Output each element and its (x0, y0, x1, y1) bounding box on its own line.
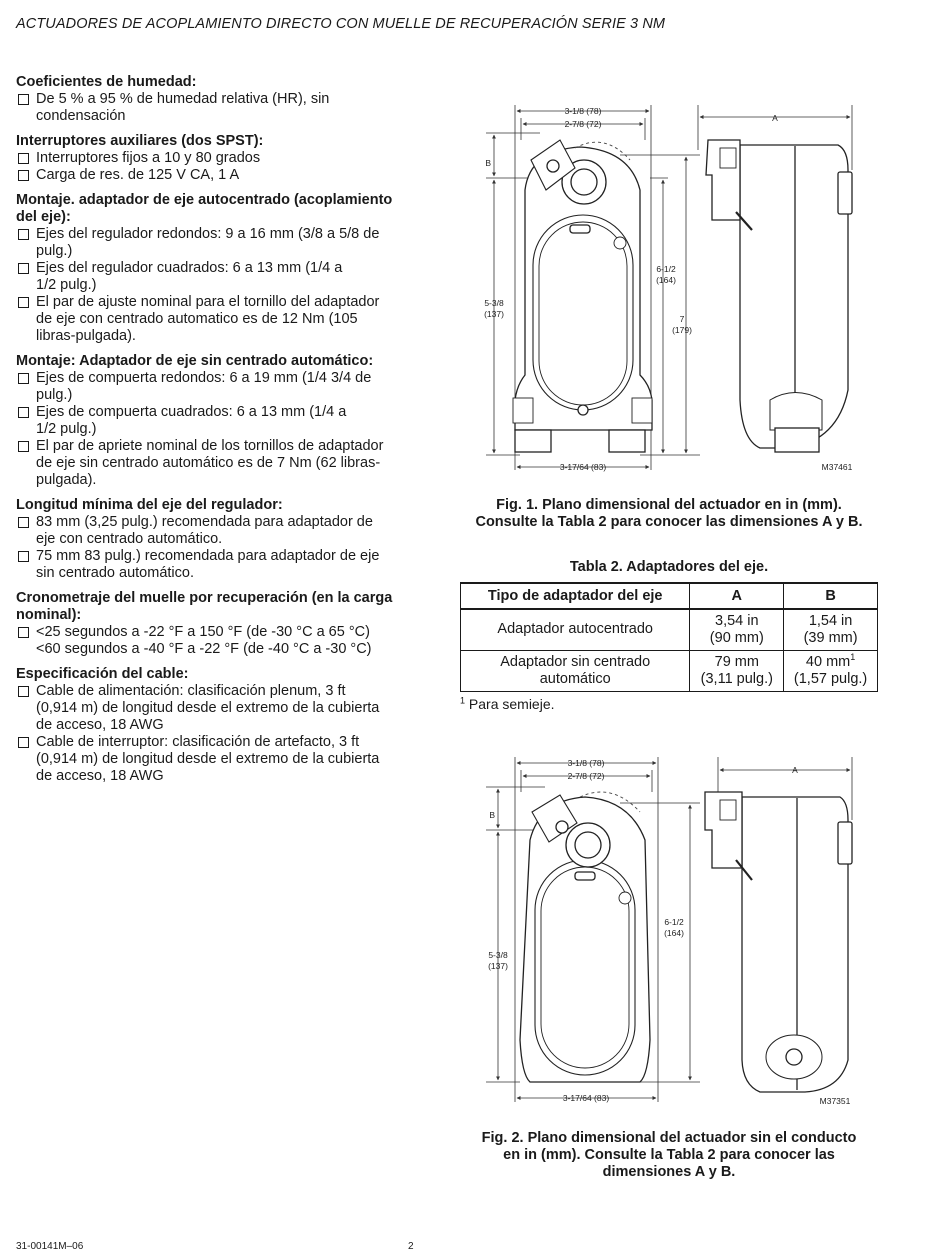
spec-title: Montaje. adaptador de eje autocentrado (acoplamiento del eje): (16, 192, 393, 225)
checkbox-icon (18, 737, 29, 748)
checkbox-icon (18, 153, 29, 164)
spec-cable (16, 666, 434, 785)
list-item: Ejes del regulador cuadrados: 6 a 13 mm (1/4 a 1/2 pulg.) (16, 260, 434, 294)
checkbox-icon (18, 94, 29, 105)
document-number: 31-00141M–06 (16, 1241, 84, 1252)
table-cell: 79 mm (3,11 pulg.) (690, 650, 784, 691)
spec-title: Interruptores auxiliares (dos SPST): (16, 133, 264, 149)
dim-height-179: 7 (679, 314, 685, 324)
checkbox-icon (18, 441, 29, 452)
checkbox-icon (18, 297, 29, 308)
dim-a: A (792, 765, 798, 775)
dim-height-137-mm: (137) (488, 961, 508, 971)
list-item: El par de ajuste nominal para el tornillo del adaptador de eje con centrado automatico es de 12 Nm (105 libras-pulgada). (16, 294, 434, 345)
table-cell: 3,54 in (90 mm) (690, 609, 784, 650)
spec-title: Montaje: Adaptador de eje sin centrado automático: (16, 353, 374, 369)
dim-height-164-mm: (164) (664, 928, 684, 938)
list-item: 83 mm (3,25 pulg.) recomendada para adaptador de eje con centrado automático. (16, 514, 434, 548)
spec-title: Cronometraje del muelle por recuperación (en la carga nominal): (16, 590, 393, 623)
checkbox-icon (18, 373, 29, 384)
dim-bottom-width: 3-17/64 (83) (559, 462, 607, 472)
dim-b: B (485, 158, 491, 168)
dim-height-164-mm: (164) (656, 275, 676, 285)
table-cell: Adaptador sin centrado automático (461, 650, 690, 691)
specifications-column (16, 74, 434, 793)
spec-title: Especificación del cable: (16, 666, 189, 682)
list-item: El par de apriete nominal de los tornillos de adaptador de eje sin centrado automático es de 7 Nm (62 libras- pulgada). (16, 438, 434, 489)
spec-aux-switches (16, 133, 434, 184)
column-header: Tipo de adaptador del eje (461, 583, 690, 609)
column-header: A (690, 583, 784, 609)
checkbox-icon (18, 263, 29, 274)
dim-width-inner: 2-7/8 (72) (564, 119, 602, 129)
list-item: Cable de interruptor: clasificación de artefacto, 3 ft (0,914 m) de longitud desde el extremo de la cubierta de acceso, 18 AWG (16, 734, 434, 785)
table-row (461, 650, 878, 691)
checkbox-icon (18, 686, 29, 697)
figure-code: M37351 (819, 1096, 851, 1106)
checkbox-icon (18, 229, 29, 240)
list-item: Ejes de compuerta cuadrados: 6 a 13 mm (1/4 a 1/2 pulg.) (16, 404, 434, 438)
spec-spring-return-timing (16, 590, 434, 658)
table-footnote: $^1$ Para semieje. (460, 695, 555, 712)
list-item: Ejes de compuerta redondos: 6 a 19 mm (1/4 3/4 de pulg.) (16, 370, 434, 404)
dim-height-164: 6-1/2 (664, 917, 684, 927)
table-row (461, 609, 878, 650)
checkbox-icon (18, 517, 29, 528)
spec-title: Longitud mínima del eje del regulador: (16, 497, 283, 513)
checkbox-icon (18, 170, 29, 181)
table-cell: 40 $mm^1$ (1,57 pulg.) (784, 650, 878, 691)
list-item: <60 segundos a -40 °F a -22 °F (de -40 °C a -30 °C) (36, 641, 372, 657)
dim-bottom-width: 3-17/64 (83) (562, 1093, 610, 1103)
list-item: Cable de alimentación: clasificación plenum, 3 ft (0,914 m) de longitud desde el extremo de la cubierta de acceso, 18 AWG (16, 683, 434, 734)
spec-min-shaft-length (16, 497, 434, 582)
checkbox-icon (18, 551, 29, 562)
page-number: 2 (408, 1241, 414, 1252)
list-item: Ejes del regulador redondos: 9 a 16 mm (3/8 a 5/8 de pulg.) (16, 226, 434, 260)
dim-height-137: 5-3/8 (484, 298, 504, 308)
column-header: B (784, 583, 878, 609)
figure-2-caption: Fig. 2. Plano dimensional del actuador sin el conducto en in (mm). Consulte la Tabla 2 para conocer las dimensiones A y B. (481, 1130, 857, 1180)
dim-height-137-mm: (137) (484, 309, 504, 319)
dim-width-inner: 2-7/8 (72) (567, 771, 605, 781)
dim-width-outer: 3-1/8 (78) (564, 106, 602, 116)
list-item: Interruptores fijos a 10 y 80 grados (16, 150, 434, 167)
dim-b: B (489, 810, 495, 820)
list-item: <25 segundos a -22 °F a 150 °F (de -30 °C a 65 °C) (16, 624, 434, 641)
page-header: ACTUADORES DE ACOPLAMIENTO DIRECTO CON MUELLE DE RECUPERACIÓN SERIE 3 NM (16, 16, 666, 32)
checkbox-icon (18, 627, 29, 638)
dim-height-137: 5-3/8 (488, 950, 508, 960)
table-title: Tabla 2. Adaptadores del eje. (569, 559, 769, 575)
spec-non-centering-mount (16, 353, 434, 489)
dim-height-179-mm: (179) (672, 325, 692, 335)
list-item: 75 mm 83 pulg.) recomendada para adaptador de eje sin centrado automático. (16, 548, 434, 582)
dim-a: A (772, 113, 778, 123)
figure-1-drawing (470, 100, 870, 478)
figure-2-drawing (470, 752, 870, 1110)
dim-height-164: 6-1/2 (656, 264, 676, 274)
spec-title: Coeficientes de humedad: (16, 74, 197, 90)
table-header-row (461, 583, 878, 609)
list-item: De 5 % a 95 % de humedad relativa (HR), sin condensación (16, 91, 434, 125)
checkbox-icon (18, 407, 29, 418)
table-cell: 1,54 in (39 mm) (784, 609, 878, 650)
spec-humidity (16, 74, 434, 125)
figure-code: M37461 (821, 462, 853, 472)
table-cell: Adaptador autocentrado (461, 609, 690, 650)
list-item: Carga de res. de 125 V CA, 1 A (16, 167, 434, 184)
dim-width-outer: 3-1/8 (78) (567, 758, 605, 768)
spec-self-centering-mount (16, 192, 434, 345)
figure-1-caption: Fig. 1. Plano dimensional del actuador en in (mm). Consulte la Tabla 2 para conocer las dimensiones A y B. (475, 497, 863, 530)
shaft-adapters-table (460, 582, 878, 692)
